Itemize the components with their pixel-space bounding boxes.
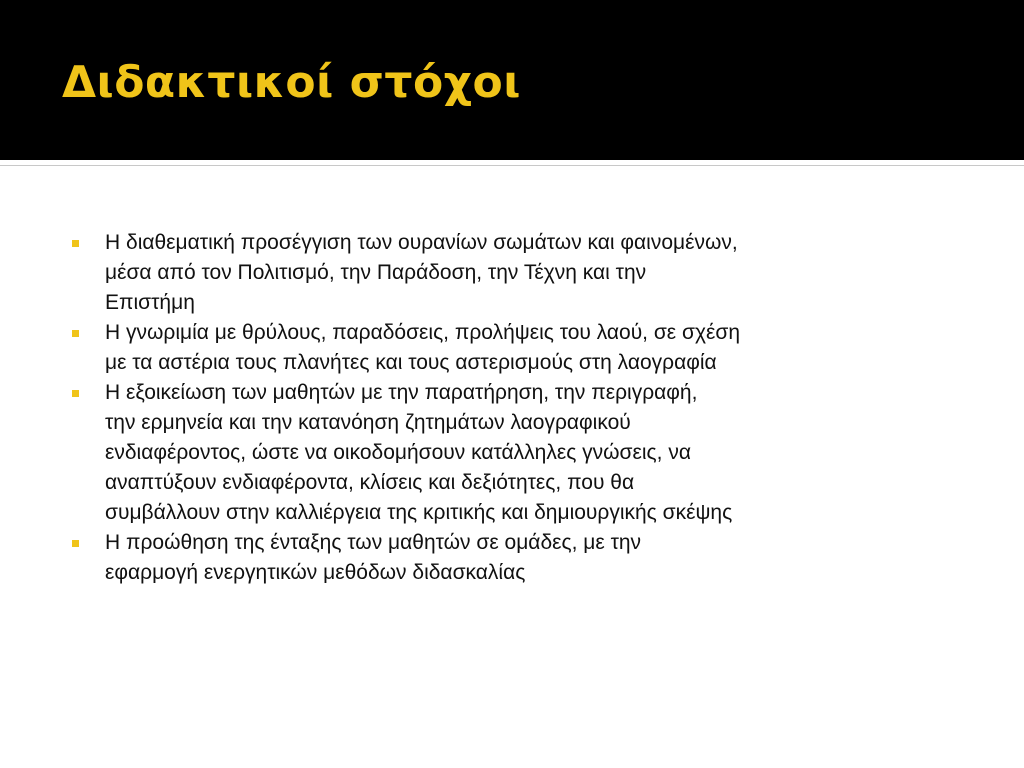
bullet-item — [70, 378, 975, 528]
slide-content — [70, 228, 975, 588]
bullet-line: εφαρμογή ενεργητικών μεθόδων διδασκαλίας — [105, 561, 526, 584]
square-bullet-icon — [72, 330, 79, 337]
bullet-line: αναπτύξουν ενδιαφέροντα, κλίσεις και δεξιότητες, που θα — [105, 471, 635, 494]
bullet-line: συμβάλλουν στην καλλιέργεια της κριτικής και δημιουργικής σκέψης — [105, 501, 733, 524]
bullet-list — [70, 228, 975, 588]
bullet-line: μέσα από τον Πολιτισμό, την Παράδοση, την Τέχνη και την — [105, 261, 647, 284]
square-bullet-icon — [72, 390, 79, 397]
bullet-line: Η εξοικείωση των μαθητών με την παρατήρηση, την περιγραφή, — [105, 381, 698, 404]
bullet-line: την ερμηνεία και την κατανόηση ζητημάτων λαογραφικού — [105, 411, 631, 434]
bullet-item — [70, 318, 975, 378]
bullet-line: Η προώθηση της ένταξης των μαθητών σε ομάδες, με την — [105, 531, 642, 554]
slide-title: Διδακτικοί στόχοι — [62, 57, 521, 108]
bullet-item — [70, 228, 975, 318]
title-band — [0, 0, 1024, 160]
bullet-line: ενδιαφέροντος, ώστε να οικοδομήσουν κατάλληλες γνώσεις, να — [105, 441, 691, 464]
square-bullet-icon — [72, 540, 79, 547]
bullet-item — [70, 528, 975, 588]
bullet-line: Η γνωριμία με θρύλους, παραδόσεις, προλήψεις του λαού, σε σχέση — [105, 321, 740, 344]
square-bullet-icon — [72, 240, 79, 247]
title-divider — [0, 165, 1024, 166]
bullet-line: με τα αστέρια τους πλανήτες και τους αστερισμούς στη λαογραφία — [105, 351, 717, 374]
bullet-line: Επιστήμη — [105, 291, 195, 314]
bullet-line: Η διαθεματική προσέγγιση των ουρανίων σωμάτων και φαινομένων, — [105, 231, 738, 254]
